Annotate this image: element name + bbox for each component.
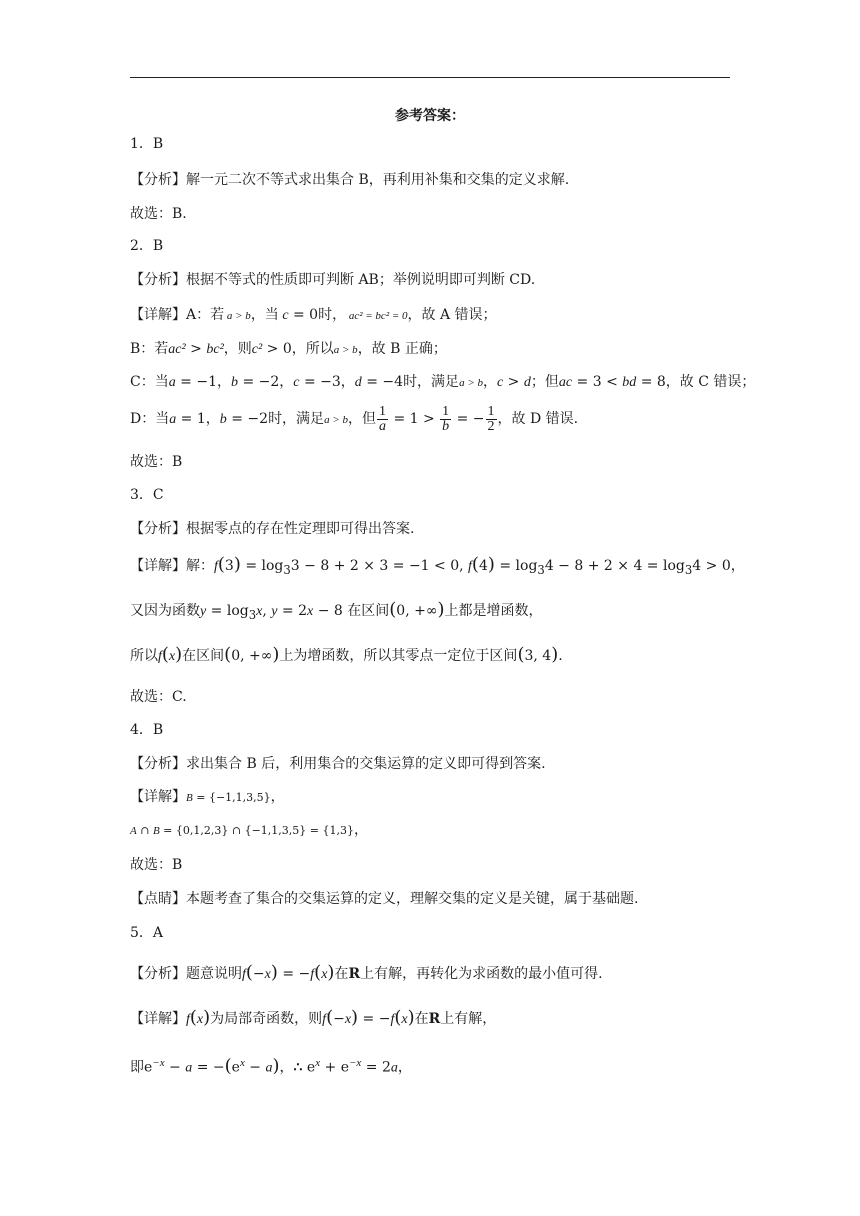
- q1-answer: 故选：B.: [130, 206, 187, 222]
- page-title: 参考答案：: [395, 108, 465, 124]
- q4-detail: 【详解】B = {−1,1,3,5}，: [130, 789, 285, 805]
- header-rule: [130, 77, 730, 78]
- q4-number: 4．B: [130, 722, 164, 738]
- q5-detail: 【详解】f(x)为局部奇函数，则f(−x) = −f(x)在R上有解，: [130, 1007, 497, 1028]
- q3-analysis: 【分析】根据零点的存在性定理即可得出答案.: [130, 521, 415, 537]
- q3-line3: 所以f(x)在区间(0, +∞)上为增函数，所以其零点一定位于区间(3, 4).: [130, 644, 563, 665]
- q4-comment: 【点睛】本题考查了集合的交集运算的定义，理解交集的定义是关键，属于基础题.: [130, 891, 639, 907]
- q3-number: 3．C: [130, 487, 164, 503]
- q3-answer: 故选：C.: [130, 689, 187, 705]
- q5-line3: 即$e^{-x} - a = -(e^x - a)$，∴ $e^x + e^{-x} = 2a$，: [130, 1055, 412, 1077]
- q4-intersection: A ∩ B = {0,1,2,3} ∩ {−1,1,3,5} = {1,3}，: [130, 822, 368, 838]
- q5-analysis: 【分析】题意说明f(−x) = −f(x)在R上有解，再转化为求函数的最小值可得.: [130, 962, 603, 983]
- q4-analysis: 【分析】求出集合 B 后，利用集合的交集运算的定义即可得到答案.: [130, 756, 546, 772]
- q2-line-b: B：若ac² > bc²，则c² > 0，所以a > b，故 B 正确；: [130, 341, 447, 357]
- q2-line-c: C：当a = −1，b = −2，c = −3，d = −4时，满足a > b，c > d；但ac = 3 < bd = 8，故 C 错误；: [130, 374, 756, 390]
- q1-number: 1．B: [130, 136, 164, 152]
- q2-analysis: 【分析】根据不等式的性质即可判断 AB；举例说明即可判断 CD.: [130, 272, 536, 288]
- q2-detail-a: 【详解】A：若 a > b，当 c = 0时， ac² = bc² = 0，故 A 错误；: [130, 307, 497, 323]
- q5-number: 5．A: [130, 925, 164, 941]
- q4-answer: 故选：B: [130, 857, 183, 873]
- q3-line2: 又因为函数$y = \log_3x$, y = 2x − 8 在区间(0, +∞)上都是增函数，: [130, 599, 543, 622]
- q2-answer: 故选：B: [130, 454, 183, 470]
- q2-line-d: D：当a = 1，b = −2时，满足a > b，但 $\frac{1}{a}$ = 1 > $\frac{1}{b}$ = − $\frac{1}{2}$ ，故 D 错误.: [130, 403, 579, 434]
- q1-analysis: 【分析】解一元二次不等式求出集合 B，再利用补集和交集的定义求解.: [130, 172, 570, 188]
- q2-number: 2．B: [130, 238, 164, 254]
- q3-detail: 【详解】解：$f(3) = \log_33 - 8 + 2 \times 3 = -1 < 0$, $f(4) = \log_34 - 8 + 2 \times 4 = \log_34 > 0$，: [130, 554, 745, 577]
